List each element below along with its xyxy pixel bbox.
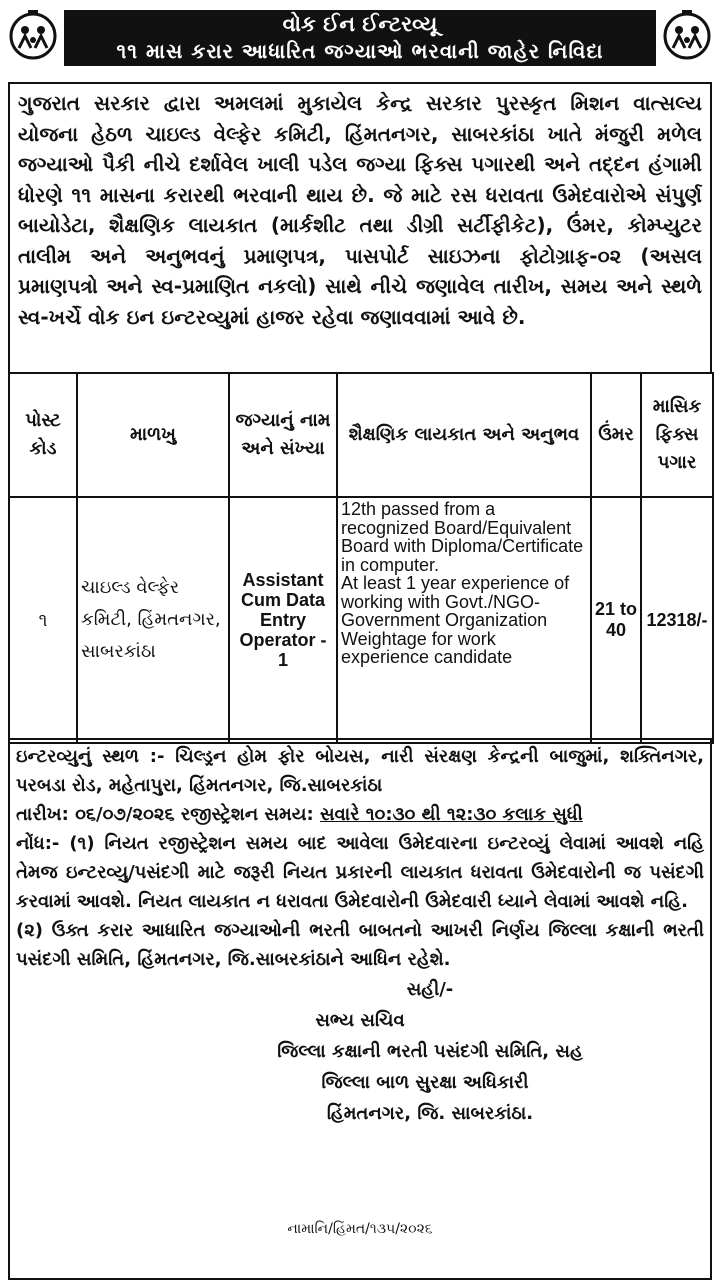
- venue-text: :- ચિલ્ડ્રન હોમ ફોર બોયસ, નારી સંરક્ષણ કેન્દ્રની બાજુમાં, શક્તિનગર, પરબડા રોડ, મહેતાપુરા, હિંમતનગર, જિ.સાબરકાંઠા: [16, 746, 704, 796]
- child-welfare-emblem-icon: [660, 8, 714, 62]
- signature-line-4: જિલ્લા બાળ સુરક્ષા અધિકારી: [321, 1072, 529, 1093]
- intro-paragraph: ગુજરાત સરકાર દ્વારા અમલમાં મુકાયેલ કેન્દ્ર સરકાર પુરસ્કૃત મિશન વાત્સલ્ય યોજના હેઠળ ચાઇલ્ડ વેલ્ફેર કમિટી, હિંમતનગર, સાબરકાંઠા ખાતે મંજુરી મળેલ જગ્યાઓ પૈકી નીચે દર્શાવેલ ખાલી પડેલ જગ્યા ફિક્સ પગારથી અને તદ્દન હંગામી ધોરણે ૧૧ માસના કરારથી ભરવાની થાય છે. જે માટે રસ ધરાવતા ઉમેદવારોએ સંપુર્ણ બાયોડેટા, શૈક્ષણિક લાયકાત (માર્કશીટ તથા ડીગ્રી સર્ટીફીકેટ), ઉંમર, કોમ્પ્યુટર તાલીમ અને અનુભવનું પ્રમાણપત્ર, પાસપોર્ટ સાઇઝના ફોટોગ્રાફ-૦૨ (અસલ પ્રમાણપત્રો અને સ્વ-પ્રમાણિત નકલો) સાથે નીચે જણાવેલ તારીખ, સમય અને સ્થળે સ્વ-ખર્ચે વોક ઇન ઇન્ટરવ્યુમાં હાજર રહેવા જણાવવામાં આવે છે.: [8, 82, 712, 372]
- title-banner: [64, 10, 656, 66]
- table-header-row: [9, 373, 713, 497]
- date-label: તારીખ:: [16, 804, 69, 825]
- details-section: [8, 738, 712, 1280]
- col-header-post-name: જગ્યાનું નામ અને સંખ્યા: [229, 373, 337, 497]
- vacancy-table: [8, 372, 714, 744]
- qualification-cell: 12th passed from a recognized Board/Equivalent Board with Diploma/Certificate in computer. At least 1 year experience of working with Govt./NGO-Government Organization Weightage for work experience candidate: [337, 497, 591, 743]
- signature-line-5: હિંમતનગર, જિ. સાબરકાંઠા.: [326, 1103, 534, 1124]
- date-value: ૦૬/૦૭/૨૦૨૬: [75, 804, 175, 825]
- note-2: (૨) ઉક્ત કરાર આધારિત જગ્યાઓની ભરતી બાબતનો આખરી નિર્ણય જિલ્લા કક્ષાની ભરતી પસંદગી સમિતિ, હિંમતનગર, જિ.સાબરકાંઠાને આધિન રહેશે.: [16, 920, 704, 970]
- col-header-age: ઉંમર: [591, 373, 641, 497]
- structure-cell: ચાઇલ્ડ વેલ્ફેર કમિટી, હિંમતનગર, સાબરકાંઠા: [77, 497, 229, 743]
- notice-header: [0, 0, 720, 80]
- date-line: [16, 800, 704, 829]
- age-cell: 21 to 40: [591, 497, 641, 743]
- registration-time: સવારે ૧૦:૩૦ થી ૧૨:૩૦ કલાક સુધી: [319, 804, 583, 825]
- salary-cell: 12318/-: [641, 497, 713, 743]
- post-code-cell: ૧: [9, 497, 77, 743]
- col-header-post-code: પોસ્ટ કોડ: [9, 373, 77, 497]
- table-row: [9, 497, 713, 743]
- notice-title: વોક ઈન ઈન્ટરવ્યૂ: [282, 12, 438, 36]
- signature-line-2: સભ્ય સચિવ: [315, 1010, 405, 1031]
- notice-subtitle: ૧૧ માસ કરાર આધારિત જગ્યાઓ ભરવાની જાહેર નિવિદા: [116, 39, 604, 63]
- notes-label: નોંધ:-: [16, 833, 60, 854]
- note-1: [16, 829, 704, 916]
- col-header-salary: માસિક ફિક્સ પગાર: [641, 373, 713, 497]
- reference-number: નામાનિ/હિંમત/૧૩૫/૨૦૨૬: [287, 1221, 433, 1237]
- venue-line: [16, 742, 704, 800]
- signature-block: [16, 974, 704, 1129]
- post-name-cell: Assistant Cum Data Entry Operator - 1: [229, 497, 337, 743]
- registration-label: રજીસ્ટ્રેશન સમય:: [180, 804, 314, 825]
- venue-label: ઇન્ટરવ્યુનું સ્થળ: [16, 746, 139, 767]
- signature-line-1: સહી/-: [406, 979, 454, 1000]
- col-header-structure: માળખુ: [77, 373, 229, 497]
- child-welfare-emblem-icon: [6, 8, 60, 62]
- col-header-qualification: શૈક્ષણિક લાયકાત અને અનુભવ: [337, 373, 591, 497]
- signature-line-3: જિલ્લા કક્ષાની ભરતી પસંદગી સમિતિ, સહ: [277, 1041, 583, 1062]
- note-1-text: (૧) નિયત રજીસ્ટ્રેશન સમય બાદ આવેલા ઉમેદવારના ઇન્ટરવ્યું લેવામાં આવશે નહિ તેમજ ઇન્ટરવ્યુ/પસંદગી માટે જરૂરી નિયત પ્રકારની લાયકાત ધરાવતા ઉમેદવારોની જ પસંદગી કરવામાં આવશે. નિયત લાયકાત ન ધરાવતા ઉમેદવારોની ઉમેદવારી ધ્યાને લેવામાં આવશે નહિ.: [16, 833, 704, 912]
